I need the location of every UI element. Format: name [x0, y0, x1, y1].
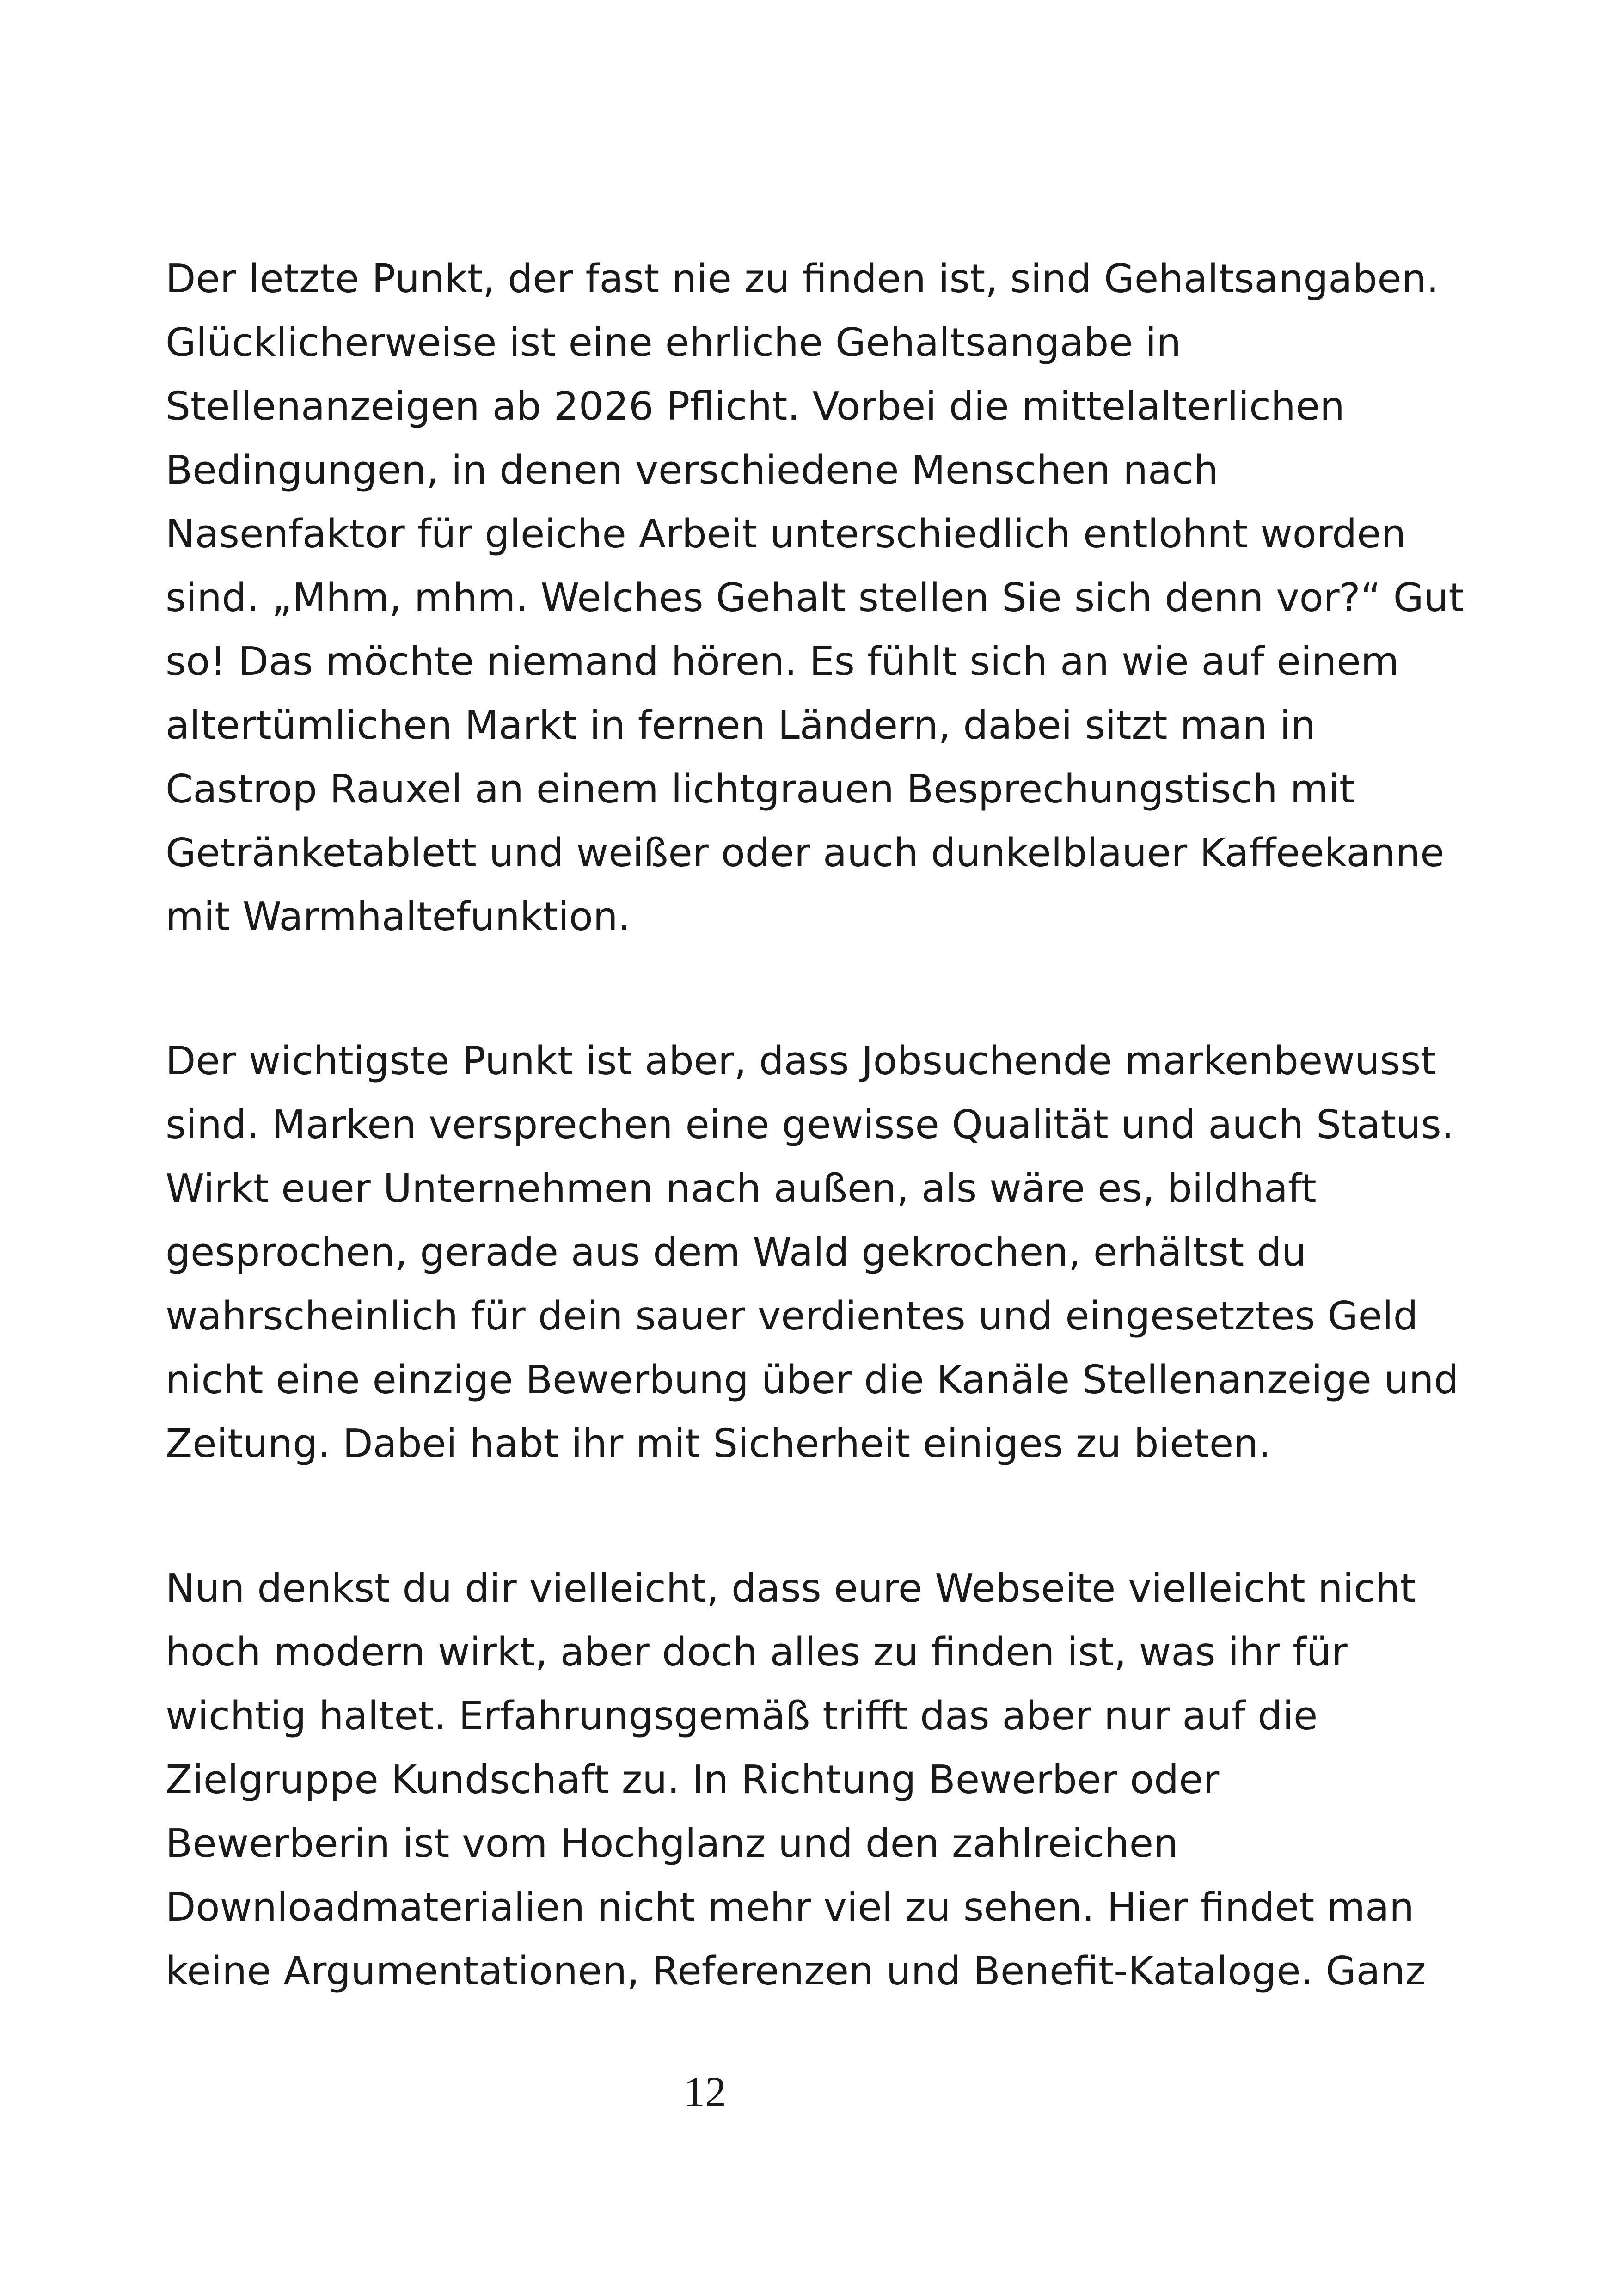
- text-line: keine Argumentationen, Referenzen und Benefit-Kataloge. Ganz: [165, 1948, 1426, 1994]
- text-line: Der wichtigste Punkt ist aber, dass Jobsuchende markenbewusst: [165, 1038, 1436, 1084]
- text-line: Nasenfaktor für gleiche Arbeit unterschiedlich entlohnt worden: [165, 511, 1406, 557]
- text-line: nicht eine einzige Bewerbung über die Kanäle Stellenanzeige und: [165, 1357, 1459, 1403]
- text-line: gesprochen, gerade aus dem Wald gekrochen, erhältst du: [165, 1230, 1307, 1275]
- text-line: Glücklicherweise ist eine ehrliche Gehaltsangabe in: [165, 320, 1182, 366]
- text-line: wahrscheinlich für dein sauer verdientes und eingesetztes Geld: [165, 1293, 1418, 1339]
- text-line: hoch modern wirkt, aber doch alles zu finden ist, was ihr für: [165, 1629, 1348, 1675]
- paragraph-salary: [165, 247, 1464, 949]
- paragraph-website: [165, 1557, 1426, 2003]
- text-line: Downloadmaterialien nicht mehr viel zu sehen. Hier findet man: [165, 1885, 1415, 1930]
- text-line: Zielgruppe Kundschaft zu. In Richtung Bewerber oder: [165, 1757, 1220, 1803]
- text-line: altertümlichen Markt in fernen Ländern, dabei sitzt man in: [165, 703, 1316, 748]
- text-line: Bewerberin ist vom Hochglanz und den zahlreichen: [165, 1821, 1178, 1867]
- text-line: Stellenanzeigen ab 2026 Pflicht. Vorbei die mittelalterlichen: [165, 384, 1345, 429]
- text-line: Castrop Rauxel an einem lichtgrauen Besprechungstisch mit: [165, 766, 1355, 812]
- text-line: sind. „Mhm, mhm. Welches Gehalt stellen Sie sich denn vor?“ Gut: [165, 575, 1464, 621]
- text-line: wichtig haltet. Erfahrungsgemäß trifft das aber nur auf die: [165, 1693, 1318, 1739]
- text-line: Der letzte Punkt, der fast nie zu finden ist, sind Gehaltsangaben.: [165, 256, 1439, 302]
- text-line: Nun denkst du dir vielleicht, dass eure Webseite vielleicht nicht: [165, 1566, 1416, 1611]
- paragraph-brand: [165, 1029, 1459, 1476]
- text-line: so! Das möchte niemand hören. Es fühlt sich an wie auf einem: [165, 639, 1399, 685]
- text-line: Wirkt euer Unternehmen nach außen, als wäre es, bildhaft: [165, 1166, 1317, 1212]
- text-line: mit Warmhaltefunktion.: [165, 894, 631, 940]
- text-line: Zeitung. Dabei habt ihr mit Sicherheit einiges zu bieten.: [165, 1421, 1271, 1467]
- text-line: sind. Marken versprechen eine gewisse Qualität und auch Status.: [165, 1102, 1454, 1148]
- text-line: Getränketablett und weißer oder auch dunkelblauer Kaffeekanne: [165, 830, 1445, 876]
- page-number: 12: [684, 2068, 726, 2115]
- text-line: Bedingungen, in denen verschiedene Menschen nach: [165, 447, 1219, 493]
